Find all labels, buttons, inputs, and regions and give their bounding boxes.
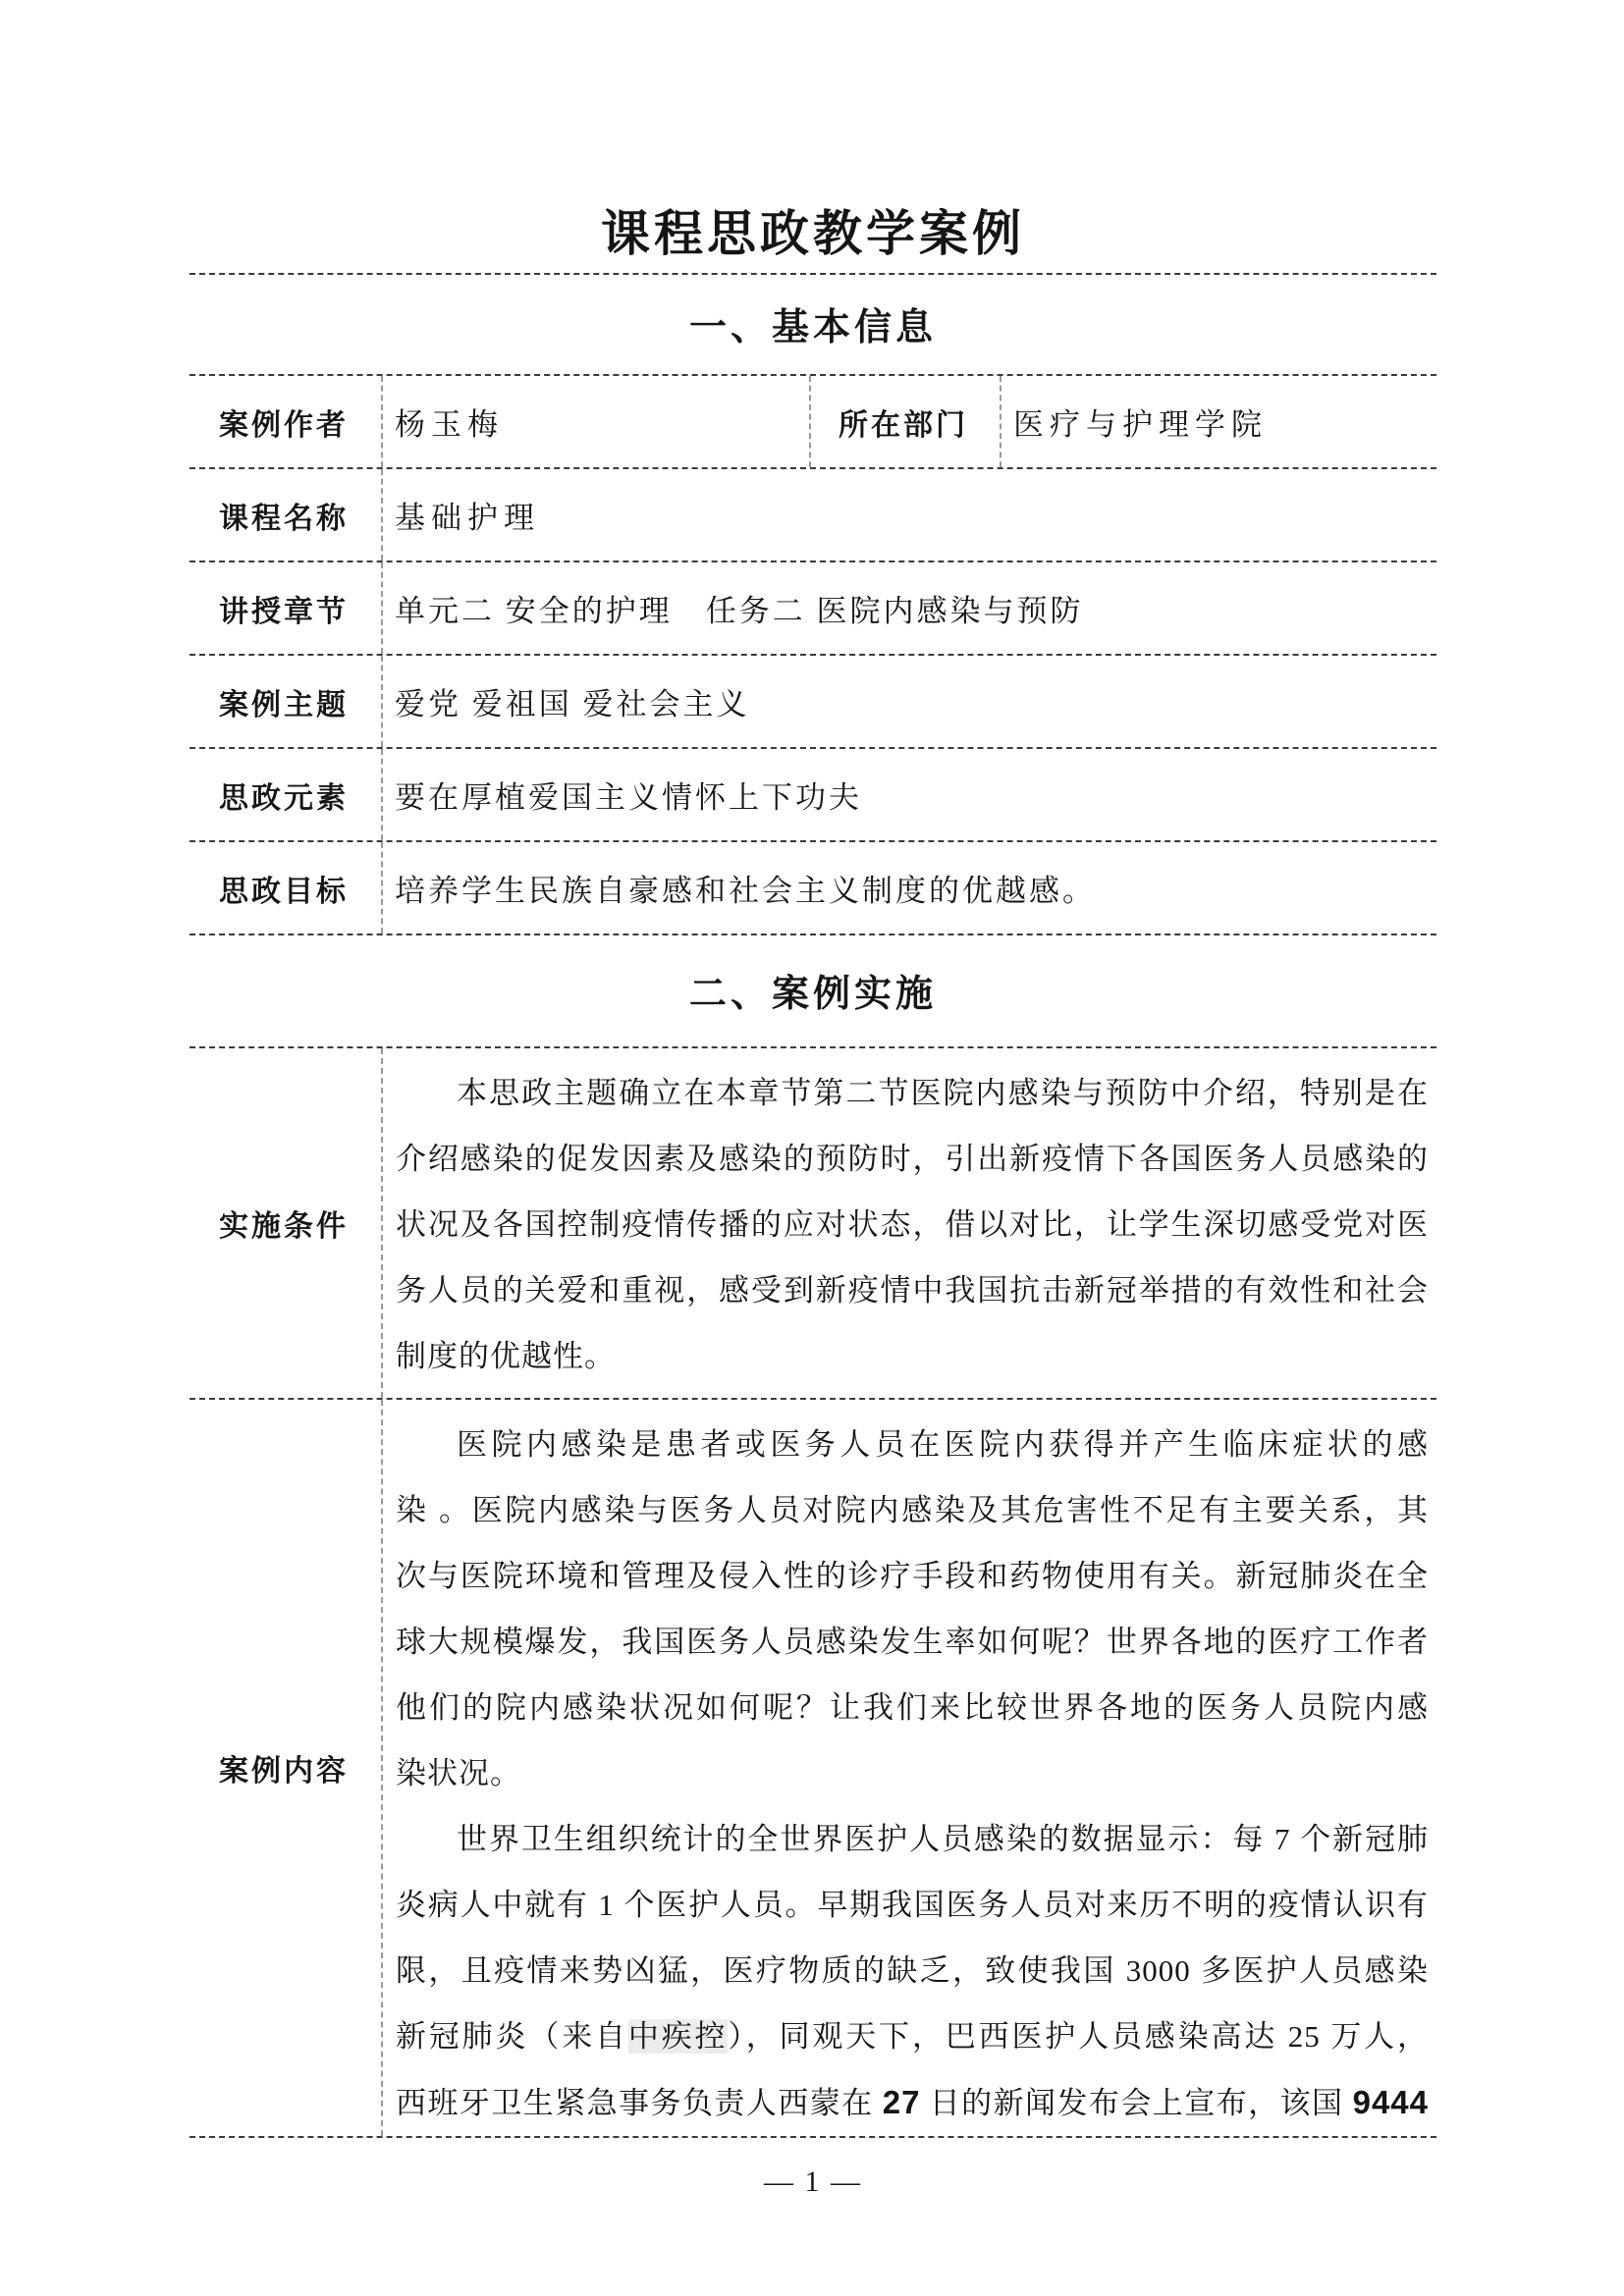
goal-label: 思政目标 xyxy=(189,842,383,934)
theme-label: 案例主题 xyxy=(189,656,383,747)
table-row-conditions xyxy=(189,1048,1436,1400)
element-value: 要在厚植爱国主义情怀上下功夫 xyxy=(395,780,862,815)
chapter-value: 单元二 安全的护理 任务二 医院内感染与预防 xyxy=(395,594,1084,628)
conditions-text: 本思政主题确立在本章节第二节医院内感染与预防中介绍，特别是在 介绍感染的促发因素及感染的预防时，引出新疫情下各国医务人员感染的 状况及各国控制疫情传播的应对状态，借以对比，让学生深切感受党对医 务人员的关爱和重视，感受到新疫情中我国抗击新冠举措的有效性和社会 制度的优越性。 xyxy=(396,1076,1429,1373)
goal-value: 培养学生民族自豪感和社会主义制度的优越感。 xyxy=(395,874,1096,908)
chapter-label: 讲授章节 xyxy=(189,562,383,654)
table-row-author-department xyxy=(189,376,1436,469)
page-number: — 1 — xyxy=(764,2165,862,2198)
content-label: 案例内容 xyxy=(189,1400,383,2136)
section2-heading: 二、案例实施 xyxy=(688,974,937,1015)
table-row-chapter xyxy=(189,562,1436,656)
table-row-course xyxy=(189,469,1436,562)
doc-title: 课程思政教学案例 xyxy=(601,206,1025,261)
element-label: 思政元素 xyxy=(189,749,383,840)
author-label: 案例作者 xyxy=(189,376,383,467)
course-label: 课程名称 xyxy=(189,469,383,561)
department-value: 医疗与护理学院 xyxy=(1013,407,1268,442)
table-row-theme xyxy=(189,656,1436,749)
table-row-goal xyxy=(189,842,1436,935)
table-row-element xyxy=(189,749,1436,842)
content-text: 医院内感染是患者或医务人员在医院内获得并产生临床症状的感 染 。医院内感染与医务人员对院内感染及其危害性不足有主要关系，其 次与医院环境和管理及侵入性的诊疗手段和药物使用有关。新冠肺炎在全 球大规模爆发，我国医务人员感染发生率如何呢？世界各地的医疗工作者 他们的院内感染状况如何呢？让我们来比较世界各地的医务人员院内感 染状况。 世界卫生组织统计的全世界医护人员感染的数据显示：每 7 个新冠肺 炎病人中就有 1 个医护人员。早期我国医务人员对来历不明的疫情认识有 限，且疫情来势凶猛，医疗物质的缺乏，致使我国 3000 多医护人员感染 新冠肺炎（来自中疾控），同观天下，巴西医护人员感染高达 25 万人， 西班牙卫生紧急事务负责人西蒙在 27 日的新闻发布会上宣布，该国 9444 xyxy=(396,1427,1430,2120)
course-value: 基础护理 xyxy=(395,501,540,535)
author-value: 杨玉梅 xyxy=(383,376,811,467)
theme-value: 爱党 爱祖国 爱社会主义 xyxy=(395,687,750,721)
department-label: 所在部门 xyxy=(811,376,1001,467)
implementation-table xyxy=(189,1046,1436,2138)
conditions-label: 实施条件 xyxy=(189,1048,383,1398)
basic-info-table xyxy=(189,374,1436,935)
table-row-content xyxy=(189,1400,1436,2138)
section1-heading: 一、基本信息 xyxy=(189,273,1436,374)
